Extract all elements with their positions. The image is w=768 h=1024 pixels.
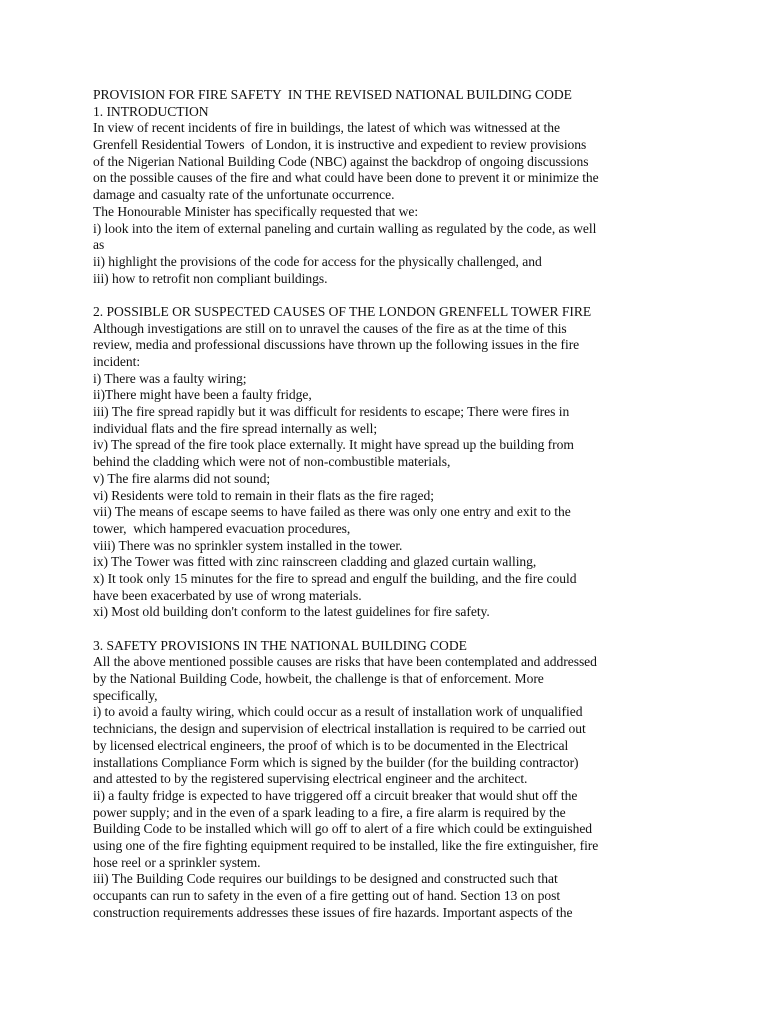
paragraph-gap [93,621,681,638]
text-line: hose reel or a sprinkler system. [93,854,261,870]
text-line: ii) highlight the provisions of the code for access for the physically challenged, and [93,253,542,269]
text-line: occupants can run to safety in the even of a fire getting out of hand. Section 13 on post [93,888,561,903]
text-line: Although investigations are still on to unravel the causes of the fire as at the time of this [93,320,567,336]
section-body [93,321,681,621]
section-heading: 2. POSSIBLE OR SUSPECTED CAUSES OF THE LONDON GRENFELL TOWER FIRE [93,303,592,319]
text-line: incident: [93,354,141,369]
section-heading: 3. SAFETY PROVISIONS IN THE NATIONAL BUILDING CODE [93,637,467,653]
text-line: as [93,237,105,253]
section-introduction [93,104,681,288]
text-line: installations Compliance Form which is signed by the builder (for the building contractor) [93,754,579,770]
text-line: xi) Most old building don't conform to the latest guidelines for fire safety. [93,604,490,620]
paragraph-gap [93,287,681,304]
section-body [93,654,681,921]
text-line: ix) The Tower was fitted with zinc rainscreen cladding and glazed curtain walling, [93,554,537,570]
text-line: by the National Building Code, howbeit, the challenge is that of enforcement. More [93,671,544,687]
text-line: by licensed electrical engineers, the proof of which is to be documented in the Electrical [93,737,569,753]
text-line: individual flats and the fire spread internally as well; [93,420,378,436]
text-line: iii) The Building Code requires our buildings to be designed and constructed such that [93,871,558,887]
text-line: of the Nigerian National Building Code (NBC) against the backdrop of ongoing discussions [93,153,589,169]
text-line: and attested to by the registered supervising electrical engineer and the architect. [93,771,528,787]
text-line: i) to avoid a faulty wiring, which could occur as a result of installation work of unqualified [93,704,583,720]
text-line: review, media and professional discussions have thrown up the following issues in the fire [93,337,580,353]
text-line: iii) The fire spread rapidly but it was difficult for residents to escape; There were fires in [93,404,570,420]
text-line: All the above mentioned possible causes are risks that have been contemplated and addressed [93,654,597,670]
text-line: iv) The spread of the fire took place externally. It might have spread up the building from [93,437,574,453]
text-line: v) The fire alarms did not sound; [93,470,271,486]
text-line: construction requirements addresses these issues of fire hazards. Important aspects of the [93,904,573,920]
section-body [93,120,681,287]
text-line: i) look into the item of external paneling and curtain walling as regulated by the code, as well [93,220,597,236]
text-line: power supply; and in the even of a spark leading to a fire, a fire alarm is required by the [93,804,566,820]
text-line: damage and casualty rate of the unfortunate occurrence. [93,187,395,203]
text-line: ii) a faulty fridge is expected to have triggered off a circuit breaker that would shut off the [93,787,578,803]
text-line: Building Code to be installed which will go off to alert of a fire which could be extinguished [93,821,593,837]
section-causes [93,304,681,621]
document-page [93,87,681,921]
text-line: ii)There might have been a faulty fridge, [93,387,312,403]
text-line: viii) There was no sprinkler system installed in the tower. [93,537,403,553]
text-line: using one of the fire fighting equipment required to be installed, like the fire extinguisher, fire [93,837,599,853]
text-line: technicians, the design and supervision of electrical installation is required to be carried out [93,721,586,737]
text-line: have been exacerbated by use of wrong materials. [93,587,362,603]
text-line: i) There was a faulty wiring; [93,370,247,386]
text-line: specifically, [93,687,158,703]
text-line: on the possible causes of the fire and what could have been done to prevent it or minimize the [93,170,599,186]
document-title: PROVISION FOR FIRE SAFETY IN THE REVISED NATIONAL BUILDING CODE [93,87,572,102]
section-heading: 1. INTRODUCTION [93,103,209,119]
text-line: Grenfell Residential Towers of London, it is instructive and expedient to review provisions [93,137,587,153]
text-line: x) It took only 15 minutes for the fire to spread and engulf the building, and the fire could [93,570,577,586]
text-line: iii) how to retrofit non compliant buildings. [93,270,328,286]
text-line: vii) The means of escape seems to have failed as there was only one entry and exit to the [93,504,571,520]
text-line: The Honourable Minister has specifically requested that we: [93,203,419,219]
text-line: vi) Residents were told to remain in their flats as the fire raged; [93,487,434,503]
text-line: tower, which hampered evacuation procedures, [93,520,351,536]
section-safety-provisions [93,638,681,922]
text-line: behind the cladding which were not of non-combustible materials, [93,454,451,470]
text-line: In view of recent incidents of fire in buildings, the latest of which was witnessed at the [93,120,561,136]
